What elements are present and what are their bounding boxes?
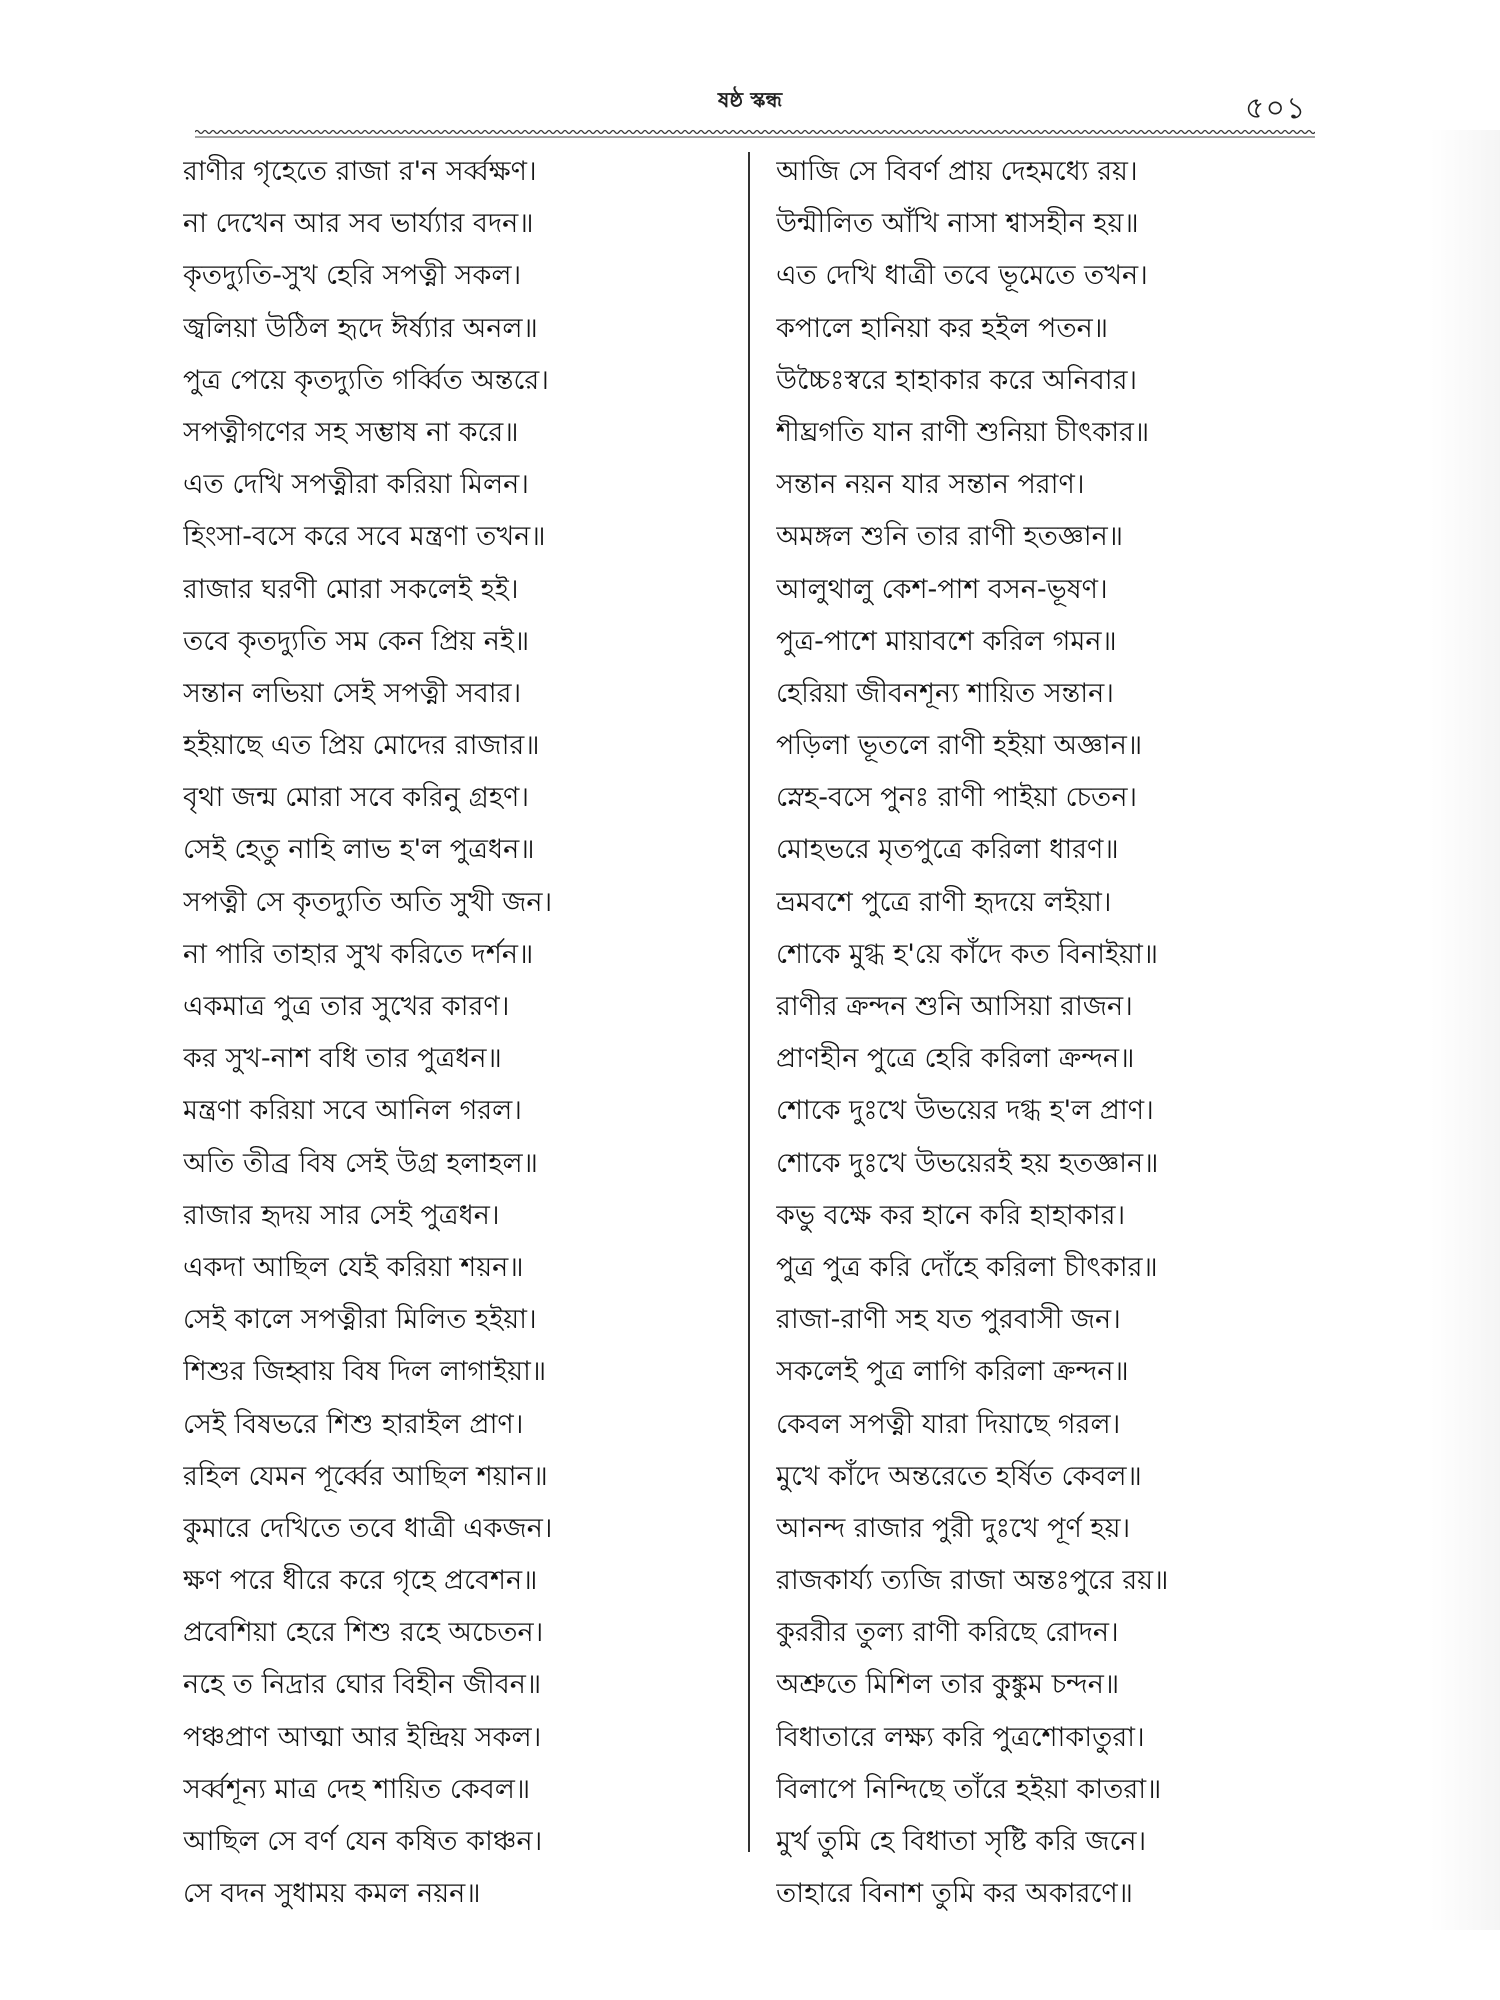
- verse-line: সেই কালে সপত্নীরা মিলিত হইয়া।: [183, 1304, 537, 1336]
- verse-line: শীঘ্রগতি যান রাণী শুনিয়া চীৎকার॥: [776, 416, 1150, 448]
- verse-line: অতি তীব্র বিষ সেই উগ্র হলাহল॥: [183, 1147, 538, 1179]
- page-edge-shadow: [1430, 130, 1500, 1930]
- verse-line: সপত্নী সে কৃতদ্যুতি অতি সুখী জন।: [183, 886, 553, 918]
- verse-line: রাণীর গৃহেতে রাজা র'ন সর্ব্বক্ষণ।: [183, 156, 537, 187]
- verse-line: না পারি তাহার সুখ করিতে দর্শন॥: [183, 938, 534, 970]
- verse-line: ভ্রমবশে পুত্রে রাণী হৃদয়ে লইয়া।: [776, 886, 1112, 918]
- verse-line: কুমারে দেখিতে তবে ধাত্রী একজন।: [183, 1512, 553, 1544]
- verse-line: আজি সে বিবর্ণ প্রায় দেহমধ্যে রয়।: [776, 156, 1138, 187]
- verse-line: বিধাতারে লক্ষ্য করি পুত্রশোকাতুরা।: [776, 1721, 1145, 1753]
- verse-line: পুত্র পেয়ে কৃতদ্যুতি গর্ব্বিত অন্তরে।: [183, 364, 549, 396]
- verse-line: সেই হেতু নাহি লাভ হ'ল পুত্রধন॥: [183, 834, 535, 866]
- verse-line: কপালে হানিয়া কর হইল পতন॥: [776, 312, 1108, 344]
- verse-line: অশ্রুতে মিশিল তার কুঙ্কুম চন্দন॥: [776, 1669, 1120, 1701]
- verse-line: নহে ত নিদ্রার ঘোর বিহীন জীবন॥: [183, 1669, 542, 1701]
- verse-line: রাণীর ক্রন্দন শুনি আসিয়া রাজন।: [776, 991, 1133, 1022]
- verse-line: পঞ্চপ্রাণ আত্মা আর ইন্দ্রিয় সকল।: [183, 1721, 542, 1753]
- verse-line: রাজা-রাণী সহ যত পুরবাসী জন।: [776, 1304, 1121, 1336]
- page-number: ৫০১: [1245, 91, 1307, 126]
- verse-line: কৃতদ্যুতি-সুখ হেরি সপত্নী সকল।: [183, 260, 522, 292]
- running-head: ষষ্ঠ স্কন্ধ: [717, 88, 783, 112]
- verse-line: সর্ব্বশূন্য মাত্র দেহ শায়িত কেবল॥: [183, 1773, 531, 1805]
- verse-line: পুত্র পুত্র করি দোঁহে করিলা চীৎকার॥: [776, 1251, 1158, 1283]
- verse-line: হিংসা-বসে করে সবে মন্ত্রণা তখন॥: [183, 521, 546, 553]
- verse-line: শোকে মুগ্ধ হ'য়ে কাঁদে কত বিনাইয়া॥: [776, 938, 1159, 970]
- verse-line: সকলেই পুত্র লাগি করিলা ক্রন্দন॥: [776, 1356, 1129, 1388]
- verse-line: কর সুখ-নাশ বধি তার পুত্রধন॥: [183, 1043, 502, 1075]
- verse-line: শিশুর জিহ্বায় বিষ দিল লাগাইয়া॥: [183, 1356, 547, 1388]
- verse-line: জ্বলিয়া উঠিল হৃদে ঈর্ষ্যার অনল॥: [183, 312, 538, 344]
- verse-line: মন্ত্রণা করিয়া সবে আনিল গরল।: [183, 1095, 522, 1127]
- verse-line: না দেখেন আর সব ভার্য্যার বদন॥: [183, 208, 534, 240]
- verse-line: পড়িলা ভূতলে রাণী হইয়া অজ্ঞান॥: [776, 730, 1143, 762]
- verse-line: অমঙ্গল শুনি তার রাণী হতজ্ঞান॥: [776, 521, 1123, 553]
- verse-line: উচ্চৈঃস্বরে হাহাকার করে অনিবার।: [776, 364, 1138, 396]
- verse-line: হইয়াছে এত প্রিয় মোদের রাজার॥: [183, 730, 540, 762]
- right-column: [776, 146, 1336, 1920]
- verse-line: মোহভরে মৃতপুত্রে করিলা ধারণ॥: [776, 834, 1119, 866]
- verse-line: রাজকার্য্য ত্যজি রাজা অন্তঃপুরে রয়॥: [776, 1565, 1169, 1597]
- verse-line: শোকে দুঃখে উভয়ের দগ্ধ হ'ল প্রাণ।: [776, 1095, 1154, 1127]
- verse-line: রহিল যেমন পূর্ব্বের আছিল শয়ান॥: [183, 1460, 548, 1492]
- verse-line: তাহারে বিনাশ তুমি কর অকারণে॥: [776, 1878, 1133, 1910]
- verse-line: কভু বক্ষে কর হানে করি হাহাকার।: [776, 1199, 1126, 1231]
- verse-line: তবে কৃতদ্যুতি সম কেন প্রিয় নই॥: [183, 625, 530, 657]
- verse-line: আলুথালু কেশ-পাশ বসন-ভূষণ।: [776, 573, 1108, 605]
- verse-line: পুত্র-পাশে মায়াবশে করিল গমন॥: [776, 625, 1117, 657]
- verse-line: রাজার ঘরণী মোরা সকলেই হই।: [183, 573, 519, 605]
- verse-line: বৃথা জন্ম মোরা সবে করিনু গ্রহণ।: [183, 782, 529, 814]
- verse-line: একদা আছিল যেই করিয়া শয়ন॥: [183, 1251, 524, 1283]
- left-column: [183, 146, 743, 1920]
- verse-line: প্রবেশিয়া হেরে শিশু রহে অচেতন।: [183, 1617, 544, 1649]
- verse-line: মুর্খ তুমি হে বিধাতা সৃষ্টি করি জনে।: [776, 1826, 1147, 1857]
- header-wavy-rule: [195, 128, 1315, 138]
- verse-line: আছিল সে বর্ণ যেন কষিত কাঞ্চন।: [183, 1826, 543, 1857]
- verse-line: হেরিয়া জীবনশূন্য শায়িত সন্তান।: [776, 677, 1114, 709]
- verse-line: এত দেখি ধাত্রী তবে ভূমেতে তখন।: [776, 260, 1148, 292]
- verse-line: একমাত্র পুত্র তার সুখের কারণ।: [183, 991, 510, 1022]
- verse-line: কেবল সপত্নী যারা দিয়াছে গরল।: [776, 1408, 1121, 1440]
- verse-line: এত দেখি সপত্নীরা করিয়া মিলন।: [183, 469, 529, 501]
- verse-line: স্নেহ-বসে পুনঃ রাণী পাইয়া চেতন।: [776, 782, 1138, 814]
- verse-line: বিলাপে নিন্দিছে তাঁরে হইয়া কাতরা॥: [776, 1773, 1162, 1805]
- verse-line: আনন্দ রাজার পুরী দুঃখে পূর্ণ হয়।: [776, 1512, 1131, 1544]
- verse-line: সেই বিষভরে শিশু হারাইল প্রাণ।: [183, 1408, 524, 1440]
- verse-line: সে বদন সুধাময় কমল নয়ন॥: [183, 1878, 481, 1910]
- verse-line: ক্ষণ পরে ধীরে করে গৃহে প্রবেশন॥: [183, 1565, 538, 1597]
- verse-line: রাজার হৃদয় সার সেই পুত্রধন।: [183, 1199, 500, 1231]
- verse-line: সন্তান লভিয়া সেই সপত্নী সবার।: [183, 677, 522, 709]
- verse-line: কুররীর তুল্য রাণী করিছে রোদন।: [776, 1617, 1119, 1649]
- verse-line: মুখে কাঁদে অন্তরেতে হর্ষিত কেবল॥: [776, 1460, 1142, 1492]
- verse-line: সন্তান নয়ন যার সন্তান পরাণ।: [776, 469, 1085, 501]
- verse-line: শোকে দুঃখে উভয়েরই হয় হতজ্ঞান॥: [776, 1147, 1159, 1179]
- verse-line: সপত্নীগণের সহ সম্ভাষ না করে॥: [183, 416, 519, 448]
- verse-line: প্রাণহীন পুত্রে হেরি করিলা ক্রন্দন॥: [776, 1043, 1135, 1075]
- verse-line: উন্মীলিত আঁখি নাসা শ্বাসহীন হয়॥: [776, 208, 1139, 240]
- column-divider: [748, 152, 750, 1852]
